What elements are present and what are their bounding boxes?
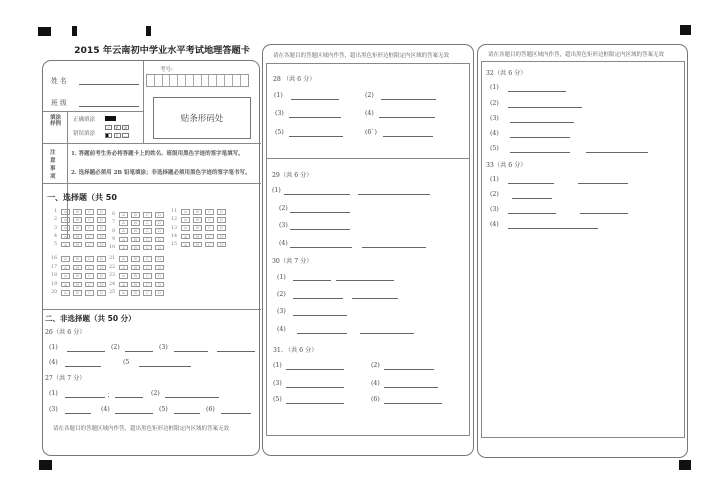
answer-bubble-d[interactable]: D bbox=[217, 225, 226, 231]
answer-bubble-c[interactable]: C bbox=[143, 212, 152, 218]
q27-item-label: (4) bbox=[101, 406, 110, 413]
registration-mark bbox=[72, 26, 77, 36]
answer-bubble-c[interactable]: C bbox=[85, 225, 94, 231]
answer-bubble-c[interactable]: C bbox=[85, 209, 94, 215]
answer-bubble-a[interactable]: A bbox=[181, 234, 190, 240]
q29-answer-1a[interactable] bbox=[284, 194, 350, 195]
q30-item-label: (2) bbox=[277, 291, 286, 298]
q29-label: 29（共 6 分） bbox=[272, 172, 313, 179]
choice-question-7 bbox=[107, 220, 164, 226]
name-label: 姓 名 bbox=[51, 77, 67, 85]
answer-bubble-b[interactable]: B bbox=[73, 256, 82, 262]
q31-item-label: (2) bbox=[371, 362, 380, 369]
answer-bubble-d[interactable]: D bbox=[97, 256, 106, 262]
exam-no-label: 考号: bbox=[160, 67, 173, 73]
choice-question-9 bbox=[107, 237, 164, 243]
q26-answer-3b[interactable] bbox=[217, 351, 255, 352]
correct-fill-sample bbox=[105, 116, 116, 121]
answer-bubble-d[interactable]: D bbox=[217, 242, 226, 248]
question-number: 12 bbox=[171, 217, 177, 223]
question-number: 7 bbox=[112, 220, 115, 226]
answer-bubble-d[interactable]: D bbox=[155, 220, 164, 226]
answer-bubble-a[interactable]: A bbox=[61, 273, 70, 279]
choice-question-24 bbox=[107, 282, 164, 288]
answer-bubble-a[interactable]: A bbox=[61, 225, 70, 231]
choice-question-5 bbox=[49, 242, 106, 248]
answer-bubble-d[interactable]: D bbox=[155, 265, 164, 271]
answer-bubble-b[interactable]: B bbox=[193, 209, 202, 215]
choice-question-2 bbox=[49, 217, 106, 223]
answer-bubble-b[interactable]: B bbox=[73, 225, 82, 231]
answer-bubble-d[interactable]: D bbox=[155, 237, 164, 243]
q29-answer-4a[interactable] bbox=[290, 247, 352, 248]
section2-title: 二、非选择题（共 50 分） bbox=[45, 314, 136, 323]
q33-answer-1a[interactable] bbox=[508, 183, 554, 184]
barcode-area bbox=[153, 97, 251, 139]
answer-bubble-c[interactable]: C bbox=[143, 237, 152, 243]
registration-mark bbox=[680, 25, 691, 35]
q27-separator: ； bbox=[107, 392, 114, 399]
q33-item-label: (3) bbox=[490, 206, 499, 213]
registration-mark bbox=[39, 460, 52, 470]
q28-answer-3[interactable] bbox=[289, 117, 341, 118]
question-number: 24 bbox=[109, 281, 115, 287]
answer-bubble-a[interactable]: A bbox=[119, 220, 128, 226]
answer-bubble-b[interactable]: B bbox=[131, 265, 140, 271]
q32-answer-3[interactable] bbox=[510, 122, 574, 123]
answer-bubble-c[interactable]: C bbox=[143, 290, 152, 296]
q27-answer-6[interactable] bbox=[221, 413, 251, 414]
q32-answer-4[interactable] bbox=[510, 137, 570, 138]
q32-item-label: (1) bbox=[490, 84, 499, 91]
q33-item-label: (2) bbox=[490, 191, 499, 198]
answer-bubble-c[interactable]: C bbox=[143, 245, 152, 251]
q32-item-label: (5) bbox=[490, 145, 499, 152]
answer-bubble-a[interactable]: A bbox=[61, 290, 70, 296]
q29-answer-4b[interactable] bbox=[362, 247, 426, 248]
answer-bubble-c[interactable]: C bbox=[143, 265, 152, 271]
q31-answer-3[interactable] bbox=[286, 387, 344, 388]
answer-bubble-d[interactable]: D bbox=[97, 290, 106, 296]
answer-bubble-d[interactable]: D bbox=[155, 228, 164, 234]
q26-label: 26（共 6 分） bbox=[45, 329, 86, 336]
right-header-note: 请在各题目的答题区域内作答，超出黑色矩形边框限定内区域的答案无效 bbox=[488, 52, 665, 58]
q26-item-label: (3) bbox=[159, 344, 168, 351]
q32-item-label: (4) bbox=[490, 130, 499, 137]
question-number: 14 bbox=[171, 233, 177, 239]
q26-answer-5[interactable] bbox=[139, 366, 191, 367]
answer-bubble-c[interactable]: C bbox=[85, 256, 94, 262]
name-field[interactable] bbox=[79, 84, 139, 85]
q33-answer-1b[interactable] bbox=[578, 183, 628, 184]
answer-bubble-a[interactable]: A bbox=[119, 245, 128, 251]
question-number: 20 bbox=[51, 290, 57, 296]
question-number: 16 bbox=[51, 256, 57, 262]
q28-answer-4[interactable] bbox=[379, 117, 435, 118]
q31-item-label: (5) bbox=[273, 396, 282, 403]
answer-bubble-c[interactable]: C bbox=[143, 220, 152, 226]
note-1: 1. 答题前考生务必将答题卡上的姓名、班级用黑色字迹的签字笔填写。 bbox=[71, 151, 244, 157]
answer-bubble-a[interactable]: A bbox=[61, 234, 70, 240]
answer-bubble-c[interactable]: C bbox=[143, 228, 152, 234]
q33-answer-3b[interactable] bbox=[580, 213, 628, 214]
question-number: 15 bbox=[171, 242, 177, 248]
registration-mark bbox=[679, 460, 691, 470]
answer-bubble-b[interactable]: B bbox=[193, 225, 202, 231]
note-2: 2. 选择题必须用 2B 铅笔填涂；非选择题必须用黑色字迹的签字笔书写。 bbox=[71, 170, 251, 176]
answer-bubble-d[interactable]: D bbox=[97, 282, 106, 288]
q30-answer-2a[interactable] bbox=[293, 298, 343, 299]
choice-question-12 bbox=[169, 217, 226, 223]
q27-item-label: (5) bbox=[159, 406, 168, 413]
q31-item-label: (6) bbox=[371, 396, 380, 403]
choice-question-1 bbox=[49, 209, 106, 215]
answer-bubble-b[interactable]: B bbox=[131, 282, 140, 288]
q33-item-label: (4) bbox=[490, 221, 499, 228]
answer-bubble-c[interactable]: C bbox=[205, 225, 214, 231]
answer-bubble-d[interactable]: D bbox=[155, 245, 164, 251]
answer-bubble-c[interactable]: C bbox=[143, 273, 152, 279]
q28-answer-6[interactable] bbox=[383, 136, 433, 137]
answer-bubble-a[interactable]: A bbox=[61, 265, 70, 271]
choice-question-21 bbox=[107, 256, 164, 262]
question-number: 1 bbox=[54, 209, 57, 215]
left-footer-note: 请在各题目的答题区域内作答，超出黑色矩形边框限定内区域的答案无效 bbox=[53, 426, 230, 432]
q26-answer-2[interactable] bbox=[125, 351, 153, 352]
q31-answer-1[interactable] bbox=[286, 369, 344, 370]
q31-item-label: (4) bbox=[371, 380, 380, 387]
question-number: 5 bbox=[54, 242, 57, 248]
answer-bubble-b[interactable]: B bbox=[73, 242, 82, 248]
q29-item-label: (3) bbox=[279, 222, 288, 229]
answer-bubble-b[interactable]: B bbox=[131, 273, 140, 279]
question-number: 13 bbox=[171, 225, 177, 231]
question-number: 18 bbox=[51, 273, 57, 279]
choice-question-22 bbox=[107, 265, 164, 271]
right-answer-panel bbox=[477, 44, 688, 458]
answer-bubble-c[interactable]: C bbox=[85, 290, 94, 296]
answer-bubble-d[interactable]: D bbox=[97, 234, 106, 240]
answer-bubble-a[interactable]: A bbox=[119, 290, 128, 296]
answer-bubble-b[interactable]: B bbox=[131, 245, 140, 251]
q27-item-label: (3) bbox=[49, 406, 58, 413]
answer-bubble-a[interactable]: A bbox=[181, 242, 190, 248]
q30-answer-3[interactable] bbox=[293, 315, 347, 316]
q26-answer-4[interactable] bbox=[65, 366, 101, 367]
answer-bubble-d[interactable]: D bbox=[155, 212, 164, 218]
answer-bubble-a[interactable]: A bbox=[61, 256, 70, 262]
answer-bubble-b[interactable]: B bbox=[131, 237, 140, 243]
choice-question-6 bbox=[107, 212, 164, 218]
q33-answer-4[interactable] bbox=[508, 228, 598, 229]
question-number: 17 bbox=[51, 264, 57, 270]
q30-item-label: (1) bbox=[277, 274, 286, 281]
q27-item-label: (1) bbox=[49, 390, 58, 397]
class-field[interactable] bbox=[79, 106, 139, 107]
q30-answer-2b[interactable] bbox=[352, 298, 398, 299]
barcode-label: 贴条形码处 bbox=[180, 114, 224, 124]
q30-answer-4b[interactable] bbox=[360, 333, 414, 334]
q31-answer-2[interactable] bbox=[384, 369, 434, 370]
choice-question-23 bbox=[107, 273, 164, 279]
q32-answer-2[interactable] bbox=[508, 107, 582, 108]
choice-question-11 bbox=[169, 209, 226, 215]
q30-answer-4a[interactable] bbox=[297, 333, 347, 334]
q28-label: 28 （共 6 分） bbox=[273, 76, 316, 83]
q28-item-label: (4) bbox=[365, 110, 374, 117]
q26-item-label: (5 bbox=[123, 359, 130, 366]
answer-bubble-d[interactable]: D bbox=[217, 217, 226, 223]
answer-bubble-a[interactable]: A bbox=[181, 209, 190, 215]
answer-bubble-c[interactable]: C bbox=[85, 217, 94, 223]
answer-bubble-a[interactable]: A bbox=[61, 242, 70, 248]
answer-bubble-b[interactable]: B bbox=[73, 290, 82, 296]
answer-bubble-a[interactable]: A bbox=[119, 265, 128, 271]
question-number: 19 bbox=[51, 281, 57, 287]
answer-bubble-a[interactable]: A bbox=[119, 273, 128, 279]
answer-bubble-d[interactable]: D bbox=[97, 273, 106, 279]
answer-bubble-a[interactable]: A bbox=[181, 225, 190, 231]
answer-bubble-b[interactable]: B bbox=[131, 212, 140, 218]
q31-answer-4[interactable] bbox=[384, 387, 438, 388]
q27-answer-1a[interactable] bbox=[65, 397, 105, 398]
answer-bubble-b[interactable]: B bbox=[131, 290, 140, 296]
q29-item-label: (4) bbox=[279, 240, 288, 247]
q30-item-label: (4) bbox=[277, 326, 286, 333]
answer-bubble-a[interactable]: A bbox=[61, 282, 70, 288]
answer-bubble-c[interactable]: C bbox=[205, 234, 214, 240]
answer-bubble-c[interactable]: C bbox=[143, 282, 152, 288]
page-title: 2015 年云南初中学业水平考试地理答题卡 bbox=[74, 45, 250, 56]
answer-bubble-a[interactable]: A bbox=[119, 256, 128, 262]
answer-bubble-d[interactable]: D bbox=[97, 265, 106, 271]
q29-item-label: (1) bbox=[272, 187, 281, 194]
middle-answer-box bbox=[266, 63, 470, 436]
answer-bubble-a[interactable]: A bbox=[181, 217, 190, 223]
answer-bubble-b[interactable]: B bbox=[131, 220, 140, 226]
q31-item-label: (3) bbox=[273, 380, 282, 387]
question-number: 23 bbox=[109, 273, 115, 279]
answer-bubble-b[interactable]: B bbox=[73, 273, 82, 279]
answer-bubble-d[interactable]: D bbox=[97, 242, 106, 248]
q26-item-label: (4) bbox=[49, 359, 58, 366]
question-number: 2 bbox=[54, 217, 57, 223]
q31-answer-6[interactable] bbox=[384, 403, 442, 404]
q32-answer-5b[interactable] bbox=[586, 152, 648, 153]
q27-item-label: (6) bbox=[206, 406, 215, 413]
fill-example-label: 填涂样例 bbox=[50, 115, 62, 127]
answer-bubble-c[interactable]: C bbox=[85, 265, 94, 271]
answer-bubble-b[interactable]: B bbox=[131, 228, 140, 234]
answer-bubble-a[interactable]: A bbox=[61, 217, 70, 223]
q33-item-label: (1) bbox=[490, 176, 499, 183]
answer-bubble-d[interactable]: D bbox=[217, 234, 226, 240]
answer-bubble-b[interactable]: B bbox=[73, 209, 82, 215]
answer-bubble-d[interactable]: D bbox=[155, 256, 164, 262]
choice-question-14 bbox=[169, 234, 226, 240]
answer-bubble-d[interactable]: D bbox=[97, 209, 106, 215]
answer-bubble-c[interactable]: C bbox=[205, 217, 214, 223]
answer-bubble-d[interactable]: D bbox=[155, 282, 164, 288]
q30-item-label: (3) bbox=[277, 308, 286, 315]
notes-label: 注意事项 bbox=[50, 150, 56, 180]
q33-answer-2[interactable] bbox=[512, 198, 552, 199]
wrong-fill-samples-2: ▯ — bbox=[105, 133, 129, 138]
answer-bubble-a[interactable]: A bbox=[119, 237, 128, 243]
question-number: 10 bbox=[109, 245, 115, 251]
registration-mark bbox=[38, 27, 51, 36]
question-number: 6 bbox=[112, 212, 115, 218]
choice-question-16 bbox=[49, 256, 106, 262]
wrong-fill-label: 错误填涂 bbox=[73, 131, 96, 137]
answer-bubble-b[interactable]: B bbox=[131, 256, 140, 262]
q33-label: 33（共 6 分） bbox=[486, 162, 527, 169]
answer-bubble-c[interactable]: C bbox=[85, 282, 94, 288]
q32-item-label: (3) bbox=[490, 115, 499, 122]
q32-item-label: (2) bbox=[490, 100, 499, 107]
choice-question-20 bbox=[49, 290, 106, 296]
q28-answer-1[interactable] bbox=[291, 99, 339, 100]
q28-item-label: (1) bbox=[274, 92, 283, 99]
correct-fill-label: 正确填涂 bbox=[73, 117, 96, 123]
q32-answer-5a[interactable] bbox=[510, 152, 570, 153]
q26-item-label: (1) bbox=[49, 344, 58, 351]
q27-label: 27（共 7 分） bbox=[45, 375, 86, 382]
registration-mark bbox=[146, 26, 151, 36]
answer-bubble-d[interactable]: D bbox=[217, 209, 226, 215]
answer-bubble-d[interactable]: D bbox=[155, 273, 164, 279]
q29-answer-3[interactable] bbox=[290, 229, 350, 230]
q28-answer-5[interactable] bbox=[289, 136, 343, 137]
choice-question-4 bbox=[49, 234, 106, 240]
question-number: 11 bbox=[171, 209, 177, 215]
answer-bubble-c[interactable]: C bbox=[143, 256, 152, 262]
answer-bubble-c[interactable]: C bbox=[205, 242, 214, 248]
middle-answer-panel bbox=[262, 44, 474, 456]
q26-answer-3[interactable] bbox=[174, 351, 208, 352]
choice-question-25 bbox=[107, 290, 164, 296]
answer-bubble-d[interactable]: D bbox=[97, 217, 106, 223]
q30-answer-1b[interactable] bbox=[336, 280, 394, 281]
choice-question-15 bbox=[169, 242, 226, 248]
choice-question-13 bbox=[169, 225, 226, 231]
question-number: 3 bbox=[54, 225, 57, 231]
q30-answer-1a[interactable] bbox=[293, 280, 331, 281]
q27-answer-5[interactable] bbox=[174, 413, 200, 414]
q26-item-label: (2) bbox=[111, 344, 120, 351]
q31-item-label: (1) bbox=[273, 362, 282, 369]
answer-bubble-c[interactable]: C bbox=[85, 234, 94, 240]
q29-answer-2[interactable] bbox=[290, 212, 350, 213]
question-number: 4 bbox=[54, 233, 57, 239]
q30-label: 30（共 7 分） bbox=[272, 258, 313, 265]
q27-answer-1b[interactable] bbox=[115, 397, 143, 398]
q26-answer-1[interactable] bbox=[67, 351, 105, 352]
answer-bubble-b[interactable]: B bbox=[73, 234, 82, 240]
right-answer-box bbox=[481, 61, 685, 438]
q28-item-label: (3) bbox=[275, 110, 284, 117]
answer-bubble-b[interactable]: B bbox=[193, 242, 202, 248]
answer-bubble-a[interactable]: A bbox=[61, 209, 70, 215]
q28-answer-2[interactable] bbox=[381, 99, 436, 100]
answer-bubble-b[interactable]: B bbox=[73, 217, 82, 223]
answer-bubble-c[interactable]: C bbox=[85, 242, 94, 248]
exam-no-cells[interactable] bbox=[146, 74, 249, 87]
class-label: 班 级 bbox=[51, 99, 67, 107]
choice-question-19 bbox=[49, 282, 106, 288]
question-number: 8 bbox=[112, 228, 115, 234]
q31-label: 31. （共 6 分） bbox=[273, 347, 318, 354]
wrong-fill-samples: ✓ ✗ ⊘ bbox=[106, 125, 128, 130]
choice-question-10 bbox=[107, 245, 164, 251]
answer-bubble-c[interactable]: C bbox=[85, 273, 94, 279]
answer-bubble-d[interactable]: D bbox=[155, 290, 164, 296]
q27-answer-4[interactable] bbox=[115, 413, 153, 414]
q33-answer-3a[interactable] bbox=[508, 213, 556, 214]
choice-question-17 bbox=[49, 265, 106, 271]
question-number: 25 bbox=[109, 290, 115, 296]
q32-answer-1[interactable] bbox=[508, 91, 566, 92]
answer-bubble-a[interactable]: A bbox=[119, 212, 128, 218]
middle-header-note: 请在各题目的答题区域内作答，超出黑色矩形边框限定内区域的答案无效 bbox=[273, 53, 450, 59]
q28-item-label: (5) bbox=[275, 129, 284, 136]
q29-answer-1b[interactable] bbox=[358, 194, 430, 195]
q28-item-label: (2) bbox=[365, 92, 374, 99]
answer-bubble-a[interactable]: A bbox=[119, 228, 128, 234]
answer-bubble-d[interactable]: D bbox=[97, 225, 106, 231]
choice-question-18 bbox=[49, 273, 106, 279]
answer-bubble-b[interactable]: B bbox=[193, 217, 202, 223]
q32-label: 32（共 6 分） bbox=[486, 70, 527, 77]
question-number: 22 bbox=[109, 264, 115, 270]
answer-bubble-b[interactable]: B bbox=[73, 282, 82, 288]
q27-item-label: (2) bbox=[151, 390, 160, 397]
question-number: 21 bbox=[109, 256, 115, 262]
q28-item-label: (6`) bbox=[365, 129, 377, 136]
answer-bubble-c[interactable]: C bbox=[205, 209, 214, 215]
q29-item-label: (2) bbox=[279, 205, 288, 212]
q27-answer-3[interactable] bbox=[65, 413, 91, 414]
choice-question-3 bbox=[49, 225, 106, 231]
q27-answer-2[interactable] bbox=[165, 397, 219, 398]
left-answer-panel bbox=[42, 60, 260, 456]
answer-bubble-b[interactable]: B bbox=[73, 265, 82, 271]
section1-title: 一、选择题（共 50 bbox=[47, 193, 117, 202]
choice-question-8 bbox=[107, 228, 164, 234]
question-number: 9 bbox=[112, 236, 115, 242]
q31-answer-5[interactable] bbox=[286, 403, 344, 404]
answer-bubble-b[interactable]: B bbox=[193, 234, 202, 240]
answer-bubble-a[interactable]: A bbox=[119, 282, 128, 288]
